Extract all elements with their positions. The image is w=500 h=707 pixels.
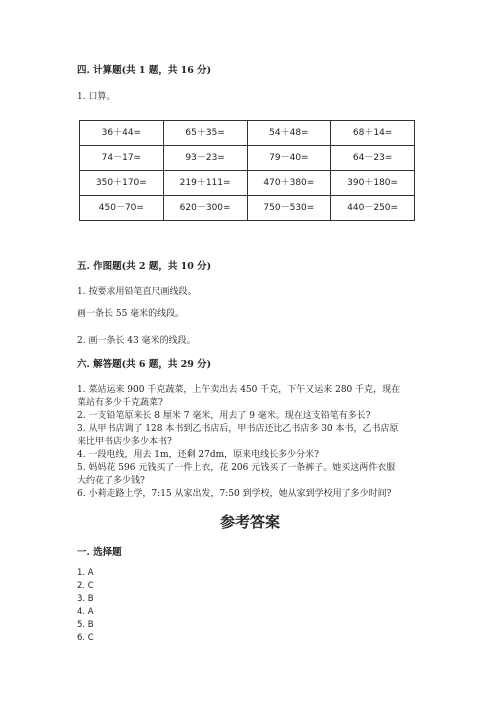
question-line: 4. 一段电线，用去 1m，还剩 27dm，原来电线长多少分米? [77, 450, 320, 460]
question-line: 5. 妈妈花 596 元钱买了一件上衣，花 206 元钱买了一条裤子。她买这两件衣服 [77, 463, 396, 473]
grid-cell: 390＋180= [331, 171, 415, 196]
answer-item: 2. C [77, 581, 94, 591]
section4-heading: 四. 计算题(共 1 题，共 16 分) [77, 65, 212, 76]
answer-section1-heading: 一. 选择题 [77, 547, 122, 558]
answer-item: 5. B [77, 620, 94, 630]
grid-cell: 65＋35= [163, 121, 247, 146]
section6-heading: 六. 解答题(共 6 题，共 29 分) [77, 359, 212, 370]
answer-item: 4. A [77, 607, 94, 617]
grid-cell: 750－530= [247, 196, 331, 221]
question-line: 来比甲书店少多少本书? [77, 437, 172, 447]
grid-cell: 36＋44= [80, 121, 164, 146]
grid-cell: 350＋170= [80, 171, 164, 196]
question-line: 1. 菜站运来 900 千克蔬菜，上午卖出去 450 千克，下午又运来 280 千克，现在 [77, 385, 401, 395]
question-line: 6. 小莉走路上学，7:15 从家出发，7:50 到学校，她从家到学校用了多少时间? [77, 489, 392, 499]
section5-intro: 1. 按要求用铅笔直尺画线段。 [77, 287, 197, 297]
grid-cell: 54＋48= [247, 121, 331, 146]
question-line: 菜站有多少千克蔬菜? [77, 398, 163, 408]
question-line: 大约花了多少钱? [77, 476, 145, 486]
section5-q2: 2. 画一条长 43 毫米的线段。 [77, 336, 196, 346]
table-row [80, 196, 415, 221]
question-line: 2. 一支铅笔原来长 8 厘米 7 毫米，用去了 9 毫米。现在这支铅笔有多长? [77, 411, 371, 421]
section5-sub1: 画一条长 55 毫米的线段。 [77, 309, 185, 319]
grid-cell: 64－23= [331, 146, 415, 171]
table-row [80, 146, 415, 171]
question-line: 3. 从甲书店调了 128 本书到乙书店后，甲书店还比乙书店多 30 本书，乙书店原 [77, 424, 399, 434]
answer-item: 3. B [77, 594, 94, 604]
table-row [80, 171, 415, 196]
grid-cell: 450－70= [80, 196, 164, 221]
section4-q1-label: 1. 口算。 [77, 92, 116, 102]
answer-item: 1. A [77, 568, 94, 578]
answer-item: 6. C [77, 633, 94, 643]
grid-cell: 470＋380= [247, 171, 331, 196]
answer-key-title: 参考答案 [219, 513, 280, 531]
grid-cell: 68＋14= [331, 121, 415, 146]
grid-cell: 93－23= [163, 146, 247, 171]
grid-cell: 620－300= [163, 196, 247, 221]
grid-cell: 440－250= [331, 196, 415, 221]
grid-cell: 79－40= [247, 146, 331, 171]
grid-cell: 74－17= [80, 146, 164, 171]
grid-cell: 219＋111= [163, 171, 247, 196]
section5-heading: 五. 作图题(共 2 题，共 10 分) [77, 261, 212, 272]
table-row [80, 121, 415, 146]
mental-math-grid [79, 120, 415, 221]
